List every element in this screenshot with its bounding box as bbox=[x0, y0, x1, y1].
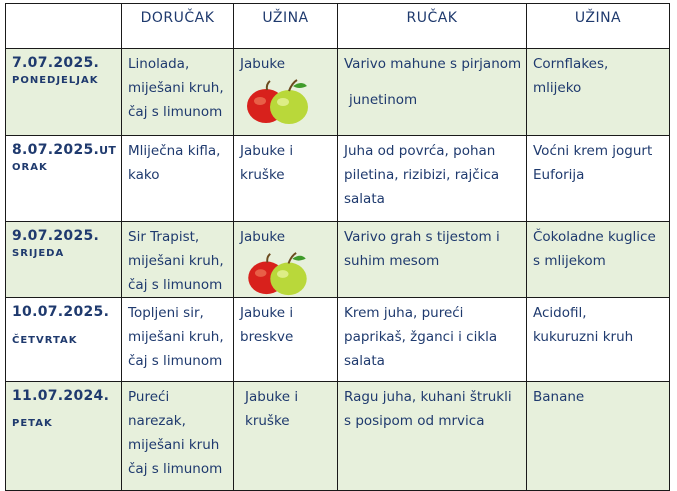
uzina1-text: Jabuke i kruške bbox=[240, 143, 294, 183]
uzina2-text: Voćni krem jogurt Euforija bbox=[533, 143, 653, 183]
table-row bbox=[6, 222, 670, 298]
rucak-cell bbox=[338, 136, 527, 222]
rucak-cell bbox=[338, 298, 527, 382]
header-dorucak: DORUČAK bbox=[122, 4, 234, 49]
day-date: 9.07.2025. bbox=[12, 228, 100, 244]
rucak-cell bbox=[338, 222, 527, 298]
apples-icon bbox=[243, 78, 311, 126]
uzina2-cell bbox=[527, 298, 670, 382]
rucak-line-1: Varivo mahune s pirjanom bbox=[344, 56, 522, 72]
dorucak-cell bbox=[122, 298, 234, 382]
uzina2-text: Banane bbox=[533, 389, 585, 405]
header-rucak: RUČAK bbox=[338, 4, 527, 49]
dorucak-text: Pureći narezak, miješani kruh čaj s limunom bbox=[128, 389, 223, 477]
uzina2-cell bbox=[527, 222, 670, 298]
table-row bbox=[6, 382, 670, 491]
header-corner bbox=[6, 4, 122, 49]
day-date bbox=[12, 142, 119, 158]
header-uzina-2: UŽINA bbox=[527, 4, 670, 49]
uzina1-cell bbox=[234, 298, 338, 382]
rucak-cell bbox=[338, 49, 527, 136]
dorucak-text: Linolada, miješani kruh, čaj s limunom bbox=[128, 56, 224, 120]
uzina1-text: Jabuke bbox=[240, 229, 286, 245]
uzina2-cell bbox=[527, 49, 670, 136]
dorucak-cell bbox=[122, 382, 234, 491]
day-cell bbox=[6, 49, 122, 136]
day-name: ČETVRTAK bbox=[12, 335, 78, 346]
day-cell bbox=[6, 382, 122, 491]
table-row bbox=[6, 49, 670, 136]
uzina1-text: Jabuke i breskve bbox=[240, 305, 294, 345]
header-uzina-1: UŽINA bbox=[234, 4, 338, 49]
rucak-text: Ragu juha, kuhani štrukli s posipom od mrvica bbox=[344, 389, 512, 429]
day-name: PETAK bbox=[12, 418, 53, 429]
uzina2-cell bbox=[527, 136, 670, 222]
uzina2-text: Čokoladne kuglice s mlijekom bbox=[533, 229, 656, 269]
day-date-part: 8.07.2025. bbox=[12, 142, 100, 158]
uzina1-text: Jabuke bbox=[240, 56, 286, 72]
dorucak-cell bbox=[122, 222, 234, 298]
day-name: PONEDJELJAK bbox=[12, 75, 99, 86]
dorucak-cell bbox=[122, 136, 234, 222]
day-name: ORAK bbox=[12, 162, 48, 173]
rucak-text: Varivo grah s tijestom i suhim mesom bbox=[344, 229, 500, 269]
dorucak-text: Sir Trapist, miješani kruh, čaj s limunom bbox=[128, 229, 224, 293]
uzina1-cell bbox=[234, 382, 338, 491]
table-row bbox=[6, 298, 670, 382]
uzina1-cell bbox=[234, 222, 338, 298]
rucak-line-2: junetinom bbox=[349, 92, 418, 108]
rucak-cell bbox=[338, 382, 527, 491]
day-date: 10.07.2025. bbox=[12, 304, 110, 320]
uzina1-cell bbox=[234, 136, 338, 222]
uzina1-text: Jabuke i kruške bbox=[245, 389, 299, 429]
day-date: 7.07.2025. bbox=[12, 55, 100, 71]
dorucak-cell bbox=[122, 49, 234, 136]
table-row bbox=[6, 136, 670, 222]
weekly-menu-table bbox=[5, 3, 670, 491]
dorucak-text: Topljeni sir, miješani kruh, čaj s limunom bbox=[128, 305, 224, 369]
rucak-text: Krem juha, pureći paprikaš, žganci i cikla salata bbox=[344, 305, 498, 369]
apples-icon bbox=[243, 251, 311, 297]
day-cell bbox=[6, 136, 122, 222]
header-row bbox=[6, 4, 670, 49]
day-cell bbox=[6, 222, 122, 298]
uzina2-text: Acidofil, kukuruzni kruh bbox=[533, 305, 634, 345]
rucak-text: Juha od povrća, pohan piletina, rizibizi, rajčica salata bbox=[344, 143, 500, 207]
day-date: 11.07.2024. bbox=[12, 388, 110, 404]
dorucak-text: Mliječna kifla, kako bbox=[128, 143, 221, 183]
uzina1-cell bbox=[234, 49, 338, 136]
day-cell bbox=[6, 298, 122, 382]
uzina2-text: Cornflakes, mlijeko bbox=[533, 56, 609, 96]
day-name: SRIJEDA bbox=[12, 248, 65, 259]
day-name-part: UT bbox=[99, 144, 117, 157]
uzina2-cell bbox=[527, 382, 670, 491]
